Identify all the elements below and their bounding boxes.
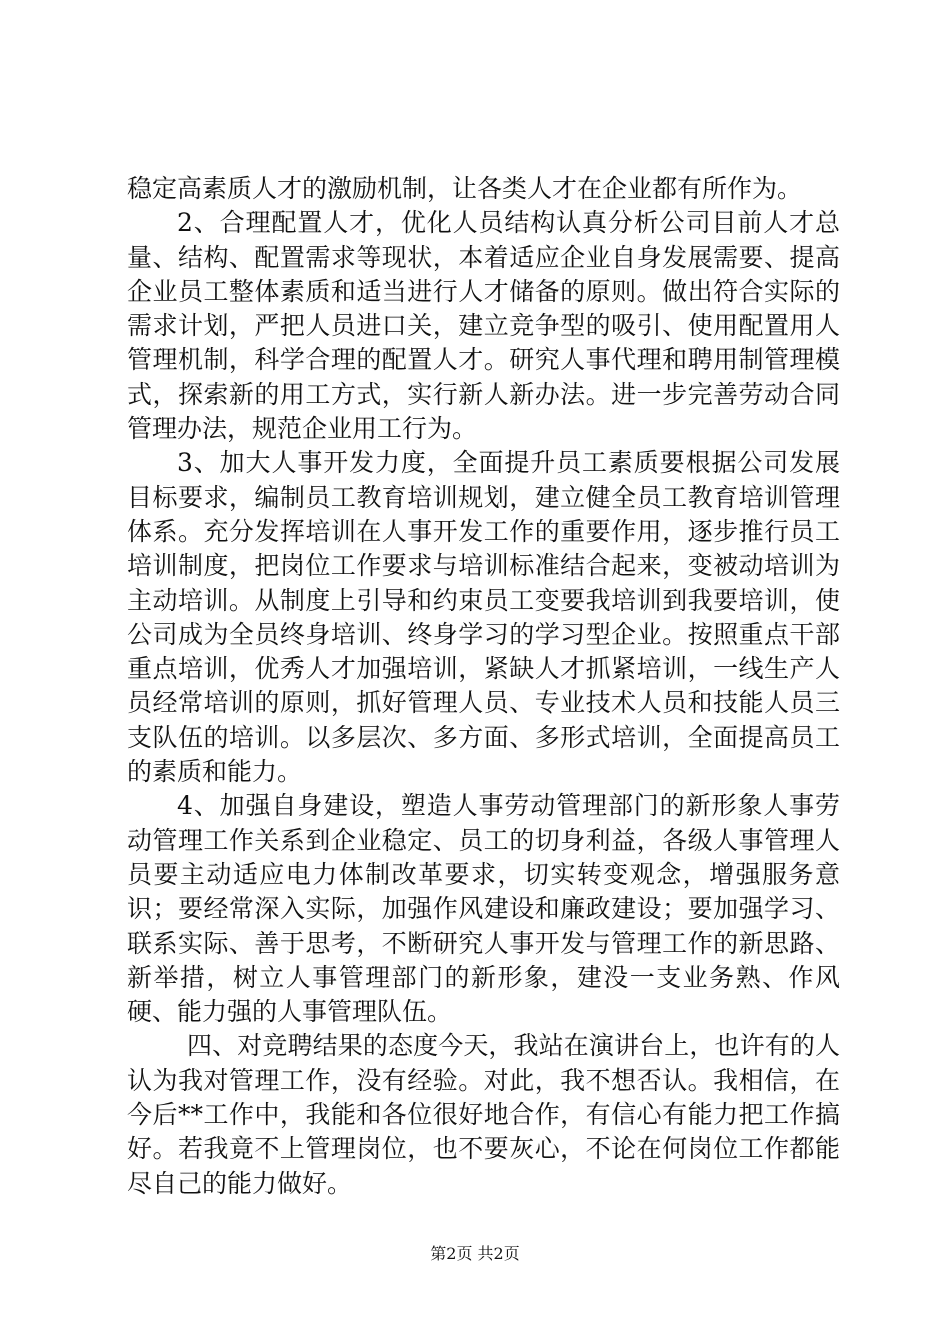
paragraph-continuation: 稳定高素质人才的激励机制，让各类人才在企业都有所作为。: [127, 174, 803, 203]
paragraph-item-3: 3、加大人事开发力度，全面提升员工素质要根据公司发展目标要求，编制员工教育培训规划，建立健全员工教育培训管理体系。充分发挥培训在人事开发工作的重要作用，逐步推行员工培训制度，把岗位工作要求与培训标准结合起来，变被动培训为主动培训。从制度上引导和约束员工变要我培训到我要培训，使公司成为全员终身培训、终身学习的学习型企业。按照重点干部重点培训，优秀人才加强培训，紧缺人才抓紧培训，一线生产人员经常培训的原则，抓好管理人员、专业技术人员和技能人员三支队伍的培训。以多层次、多方面、多形式培训，全面提高员工的素质和能力。: [127, 448, 840, 787]
body-text: [127, 172, 840, 1201]
paragraph-item-4: 4、加强自身建设，塑造人事劳动管理部门的新形象人事劳动管理工作关系到企业稳定、员工的切身利益，各级人事管理人员要主动适应电力体制改革要求，切实转变观念，增强服务意识；要经常深入实际，加强作风建设和廉政建设；要加强学习、联系实际、善于思考，不断研究人事开发与管理工作的新思路、新举措，树立人事管理部门的新形象，建没一支业务熟、作风硬、能力强的人事管理队伍。: [127, 791, 840, 1027]
page-number-footer: 第2页 共2页: [430, 1244, 520, 1263]
paragraph-item-2: 2、合理配置人才，优化人员结构认真分析公司目前人才总量、结构、配置需求等现状，本着适应企业自身发展需要、提高企业员工整体素质和适当进行人才储备的原则。做出符合实际的需求计划，严把人员进口关，建立竞争型的吸引、使用配置用人管理机制，科学合理的配置人才。研究人事代理和聘用制管理模式，探索新的用工方式，实行新人新办法。进一步完善劳动合同管理办法，规范企业用工行为。: [127, 208, 840, 444]
paragraph-section-4: 四、对竞聘结果的态度今天，我站在演讲台上，也许有的人认为我对管理工作，没有经验。对此，我不想否认。我相信，在今后**工作中，我能和各位很好地合作，有信心有能力把工作搞好。若我竟不上管理岗位，也不要灰心，不论在何岗位工作都能尽自己的能力做好。: [127, 1031, 840, 1198]
